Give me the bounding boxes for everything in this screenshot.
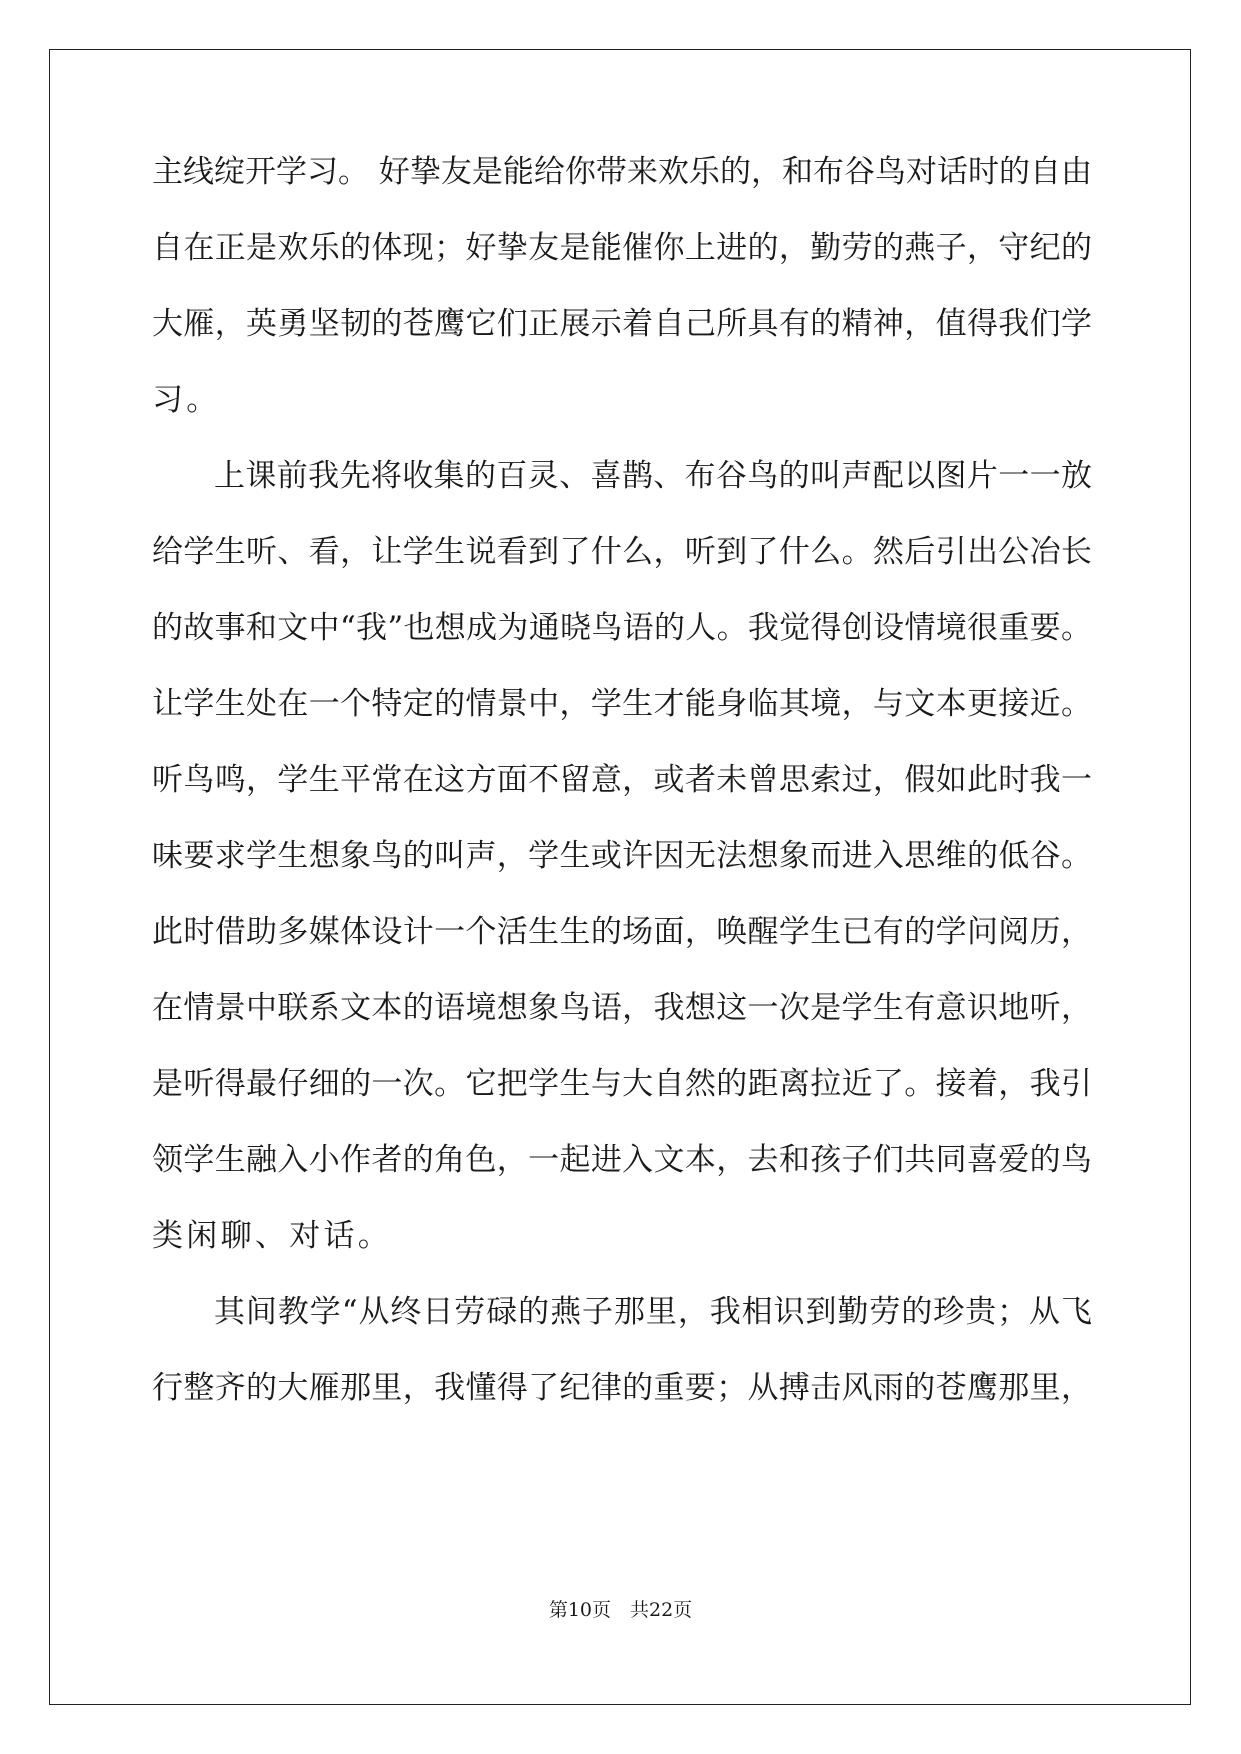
paragraph-2-line-8: 在情景中联系文本的语境想象鸟语，我想这一次是学生有意识地听，	[152, 990, 1092, 1026]
paragraph-1-line-4: 习。	[152, 382, 221, 418]
paragraph-3-line-1: 其间教学“从终日劳碌的燕子那里，我相识到勤劳的珍贵；从飞	[214, 1294, 1092, 1330]
page-border	[49, 49, 1191, 1705]
paragraph-1-line-1: 主线绽开学习。 好挚友是能给你带来欢乐的，和布谷鸟对话时的自由	[152, 154, 1092, 190]
paragraph-3-line-2: 行整齐的大雁那里，我懂得了纪律的重要；从搏击风雨的苍鹰那里，	[152, 1370, 1092, 1406]
paragraph-2-line-6: 味要求学生想象鸟的叫声，学生或许因无法想象而进入思维的低谷。	[152, 838, 1092, 874]
paragraph-2-line-5: 听鸟鸣，学生平常在这方面不留意，或者未曾思索过，假如此时我一	[152, 762, 1092, 798]
paragraph-2-line-4: 让学生处在一个特定的情景中，学生才能身临其境，与文本更接近。	[152, 686, 1092, 722]
paragraph-2-line-2: 给学生听、看，让学生说看到了什么，听到了什么。然后引出公冶长	[152, 534, 1092, 570]
paragraph-2-line-11: 类闲聊、对话。	[152, 1218, 393, 1254]
paragraph-2-line-1: 上课前我先将收集的百灵、喜鹊、布谷鸟的叫声配以图片一一放	[214, 458, 1092, 494]
paragraph-2-line-10: 领学生融入小作者的角色，一起进入文本，去和孩子们共同喜爱的鸟	[152, 1142, 1092, 1178]
paragraph-2-line-3: 的故事和文中“我”也想成为通晓鸟语的人。我觉得创设情境很重要。	[152, 610, 1092, 646]
paragraph-1-line-2: 自在正是欢乐的体现；好挚友是能催你上进的，勤劳的燕子，守纪的	[152, 230, 1092, 266]
paragraph-1-line-3: 大雁，英勇坚韧的苍鹰它们正展示着自己所具有的精神，值得我们学	[152, 306, 1092, 342]
paragraph-2-line-9: 是听得最仔细的一次。它把学生与大自然的距离拉近了。接着，我引	[152, 1066, 1092, 1102]
paragraph-2-line-7: 此时借助多媒体设计一个活生生的场面，唤醒学生已有的学问阅历，	[152, 914, 1092, 950]
page-number-footer: 第10页 共22页	[548, 1599, 693, 1621]
